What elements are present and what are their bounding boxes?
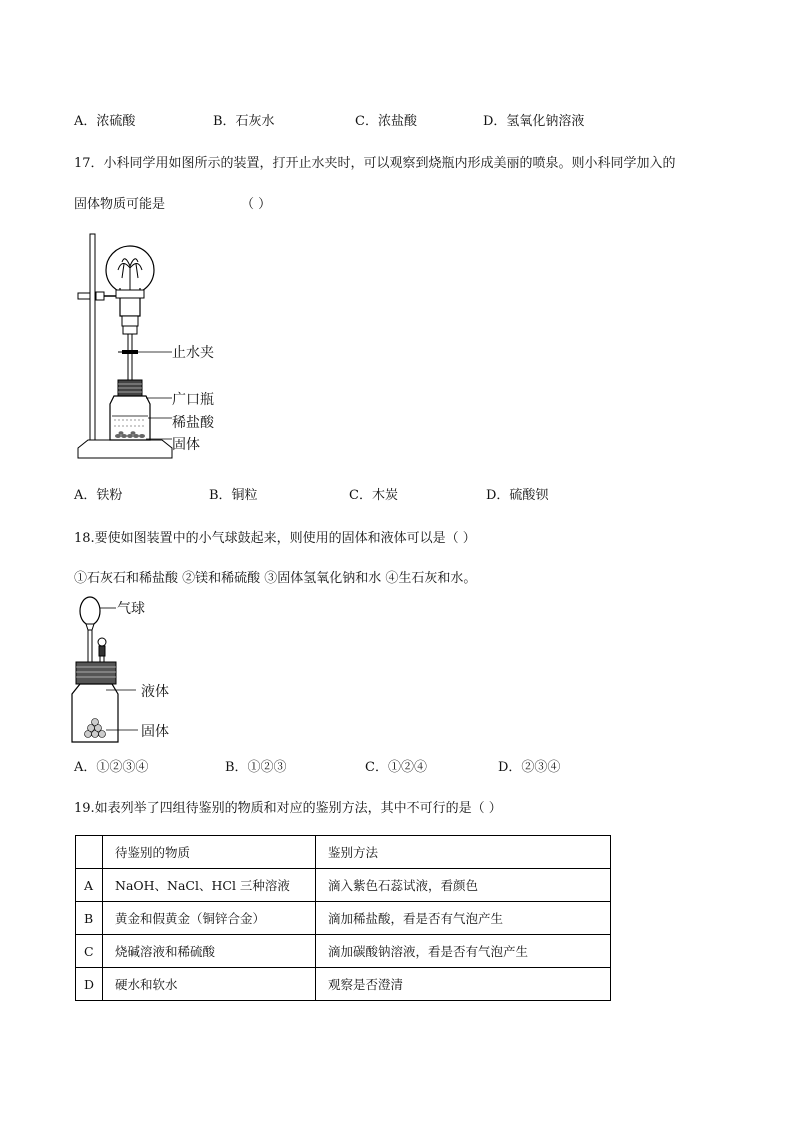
q17-option-a: A．铁粉 [74, 488, 123, 503]
label-liquid: 液体 [141, 684, 169, 700]
table-header-cell: 鉴别方法 [316, 836, 611, 869]
q18-option-c: C．①②④ [365, 760, 427, 775]
table-row [76, 968, 611, 1001]
q17-stem-line1: 17．小科同学用如图所示的装置，打开止水夹时，可以观察到烧瓶内形成美丽的喷泉。则小科同学加入的 [74, 156, 676, 171]
table-header-cell: 待鉴别的物质 [103, 836, 316, 869]
table-cell: 滴加稀盐酸，看是否有气泡产生 [316, 902, 611, 935]
label-dilute-hcl: 稀盐酸 [172, 415, 214, 431]
table-cell: 观察是否澄清 [316, 968, 611, 1001]
q17-option-c: C．木炭 [349, 488, 398, 503]
table-header-cell [76, 836, 103, 869]
q16-option-c: C．浓盐酸 [355, 114, 417, 129]
q16-option-b: B．石灰水 [213, 114, 275, 129]
label-wide-mouth-bottle: 广口瓶 [172, 392, 214, 408]
q18-option-a: A．①②③④ [74, 760, 149, 775]
table-cell: NaOH、NaCl、HCl 三种溶液 [103, 869, 316, 902]
table-row [76, 902, 611, 935]
label-solid-2: 固体 [141, 724, 169, 740]
table-cell: 黄金和假黄金（铜锌合金） [103, 902, 316, 935]
table-cell: 烧碱溶液和稀硫酸 [103, 935, 316, 968]
q17-answer-blank: （ ） [241, 197, 272, 212]
table-header-row [76, 836, 611, 869]
q18-option-d: D．②③④ [498, 760, 561, 775]
table-cell: D [76, 968, 103, 1001]
q16-option-a: A．浓硫酸 [74, 114, 136, 129]
label-solid: 固体 [172, 437, 200, 453]
q17-option-d: D．硫酸钡 [486, 488, 549, 503]
q18-stem: 18.要使如图装置中的小气球鼓起来，则使用的固体和液体可以是（ ） [74, 531, 476, 546]
table-cell: A [76, 869, 103, 902]
table-cell: B [76, 902, 103, 935]
table-cell: 滴入紫色石蕊试液，看颜色 [316, 869, 611, 902]
q18-choices: ①石灰石和稀盐酸 ②镁和稀硫酸 ③固体氢氧化钠和水 ④生石灰和水。 [74, 571, 477, 586]
table-row [76, 935, 611, 968]
q17-option-b: B．铜粒 [209, 488, 258, 503]
table-cell: C [76, 935, 103, 968]
label-balloon: 气球 [117, 601, 145, 617]
table-row [76, 869, 611, 902]
q16-option-d: D．氢氧化钠溶液 [483, 114, 585, 129]
table-cell: 硬水和软水 [103, 968, 316, 1001]
q18-option-b: B．①②③ [225, 760, 287, 775]
q19-stem: 19.如表列举了四组待鉴别的物质和对应的鉴别方法，其中不可行的是（ ） [74, 801, 502, 816]
label-stop-clamp: 止水夹 [172, 345, 214, 361]
q17-stem-line2: 固体物质可能是 [74, 197, 166, 212]
table-cell: 滴加碳酸钠溶液，看是否有气泡产生 [316, 935, 611, 968]
q19-table [75, 835, 611, 1001]
